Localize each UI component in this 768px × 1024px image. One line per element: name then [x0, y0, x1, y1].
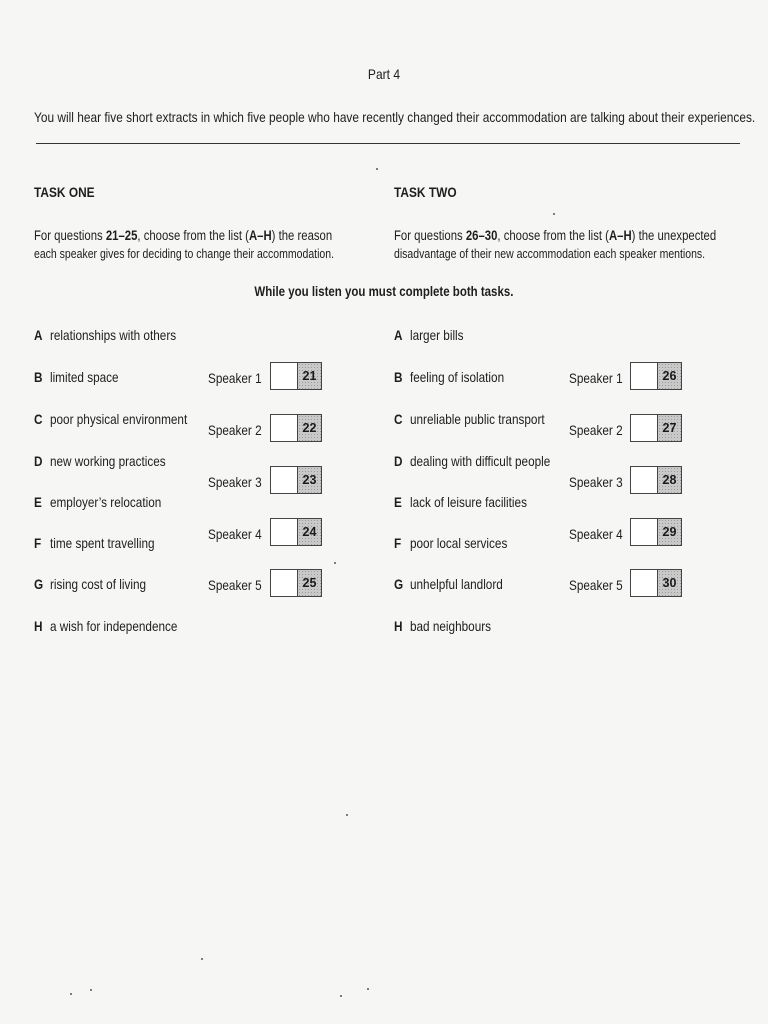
answer-input[interactable]	[631, 415, 658, 441]
task-two-option: C unreliable public transport	[394, 411, 545, 427]
part-title: Part 4	[367, 66, 401, 82]
task-one-option: D new working practices	[34, 453, 166, 469]
task-one-speaker-label: Speaker 1	[208, 370, 262, 386]
answer-input[interactable]	[271, 519, 298, 545]
question-number: 28	[658, 467, 681, 493]
task-two-option: D dealing with difficult people	[394, 453, 551, 469]
task-two-speaker-label: Speaker 2	[569, 422, 623, 438]
question-number: 27	[658, 415, 681, 441]
task-two-speaker-label: Speaker 1	[569, 370, 623, 386]
scan-speck	[346, 814, 348, 816]
task-one-speaker-label: Speaker 4	[208, 526, 262, 542]
answer-box-23[interactable]	[270, 466, 322, 494]
answer-box-25[interactable]	[270, 569, 322, 597]
task-one-speaker-label: Speaker 2	[208, 422, 262, 438]
task-one-instructions: For questions 21–25, choose from the list (A–H) the reason each speaker gives for deciding to change their accommodation.	[34, 228, 335, 261]
both-tasks-note: While you listen you must complete both tasks.	[254, 283, 514, 299]
task-two-speaker-label: Speaker 4	[569, 526, 623, 542]
answer-box-24[interactable]	[270, 518, 322, 546]
task-one-option: C poor physical environment	[34, 411, 188, 427]
answer-input[interactable]	[631, 363, 658, 389]
question-number: 23	[298, 467, 321, 493]
task-one-option: H a wish for independence	[34, 618, 178, 634]
answer-box-26[interactable]	[630, 362, 682, 390]
answer-box-29[interactable]	[630, 518, 682, 546]
task-two-option: E lack of leisure facilities	[394, 494, 527, 510]
question-number: 25	[298, 570, 321, 596]
task-two-option: H bad neighbours	[394, 618, 492, 634]
task-two-option: B feeling of isolation	[394, 369, 505, 385]
task-one-heading: TASK ONE	[34, 184, 95, 200]
answer-input[interactable]	[631, 570, 658, 596]
task-two-speaker-label: Speaker 5	[569, 577, 623, 593]
answer-input[interactable]	[631, 467, 658, 493]
task-one-option: E employer’s relocation	[34, 494, 162, 510]
task-two-option: G unhelpful landlord	[394, 576, 503, 592]
answer-input[interactable]	[271, 570, 298, 596]
answer-box-28[interactable]	[630, 466, 682, 494]
question-number: 26	[658, 363, 681, 389]
task-two-instructions: For questions 26–30, choose from the list (A–H) the unexpected disadvantage of their new accommodation each speaker mentions.	[394, 228, 717, 261]
task-one-speaker-label: Speaker 3	[208, 474, 262, 490]
task-one-option: A relationships with others	[34, 327, 177, 343]
divider-line	[36, 143, 740, 144]
question-number: 21	[298, 363, 321, 389]
scan-speck	[553, 213, 555, 215]
scan-speck	[340, 995, 342, 997]
question-number: 24	[298, 519, 321, 545]
scan-speck	[70, 993, 72, 995]
question-number: 30	[658, 570, 681, 596]
answer-box-30[interactable]	[630, 569, 682, 597]
answer-input[interactable]	[631, 519, 658, 545]
answer-input[interactable]	[271, 415, 298, 441]
task-two-heading: TASK TWO	[394, 184, 457, 200]
answer-box-21[interactable]	[270, 362, 322, 390]
scan-speck	[334, 562, 336, 564]
task-two-option: F poor local services	[394, 535, 508, 551]
question-number: 29	[658, 519, 681, 545]
answer-input[interactable]	[271, 467, 298, 493]
task-two-option: A larger bills	[394, 327, 464, 343]
task-one-speaker-label: Speaker 5	[208, 577, 262, 593]
scan-speck	[376, 168, 378, 170]
answer-box-22[interactable]	[270, 414, 322, 442]
intro-text: You will hear five short extracts in which five people who have recently changed their accommodation are talking about their experiences.	[34, 109, 756, 125]
scan-speck	[201, 958, 203, 960]
scan-speck	[367, 988, 369, 990]
scan-speck	[90, 989, 92, 991]
task-one-option: G rising cost of living	[34, 576, 147, 592]
answer-input[interactable]	[271, 363, 298, 389]
question-number: 22	[298, 415, 321, 441]
answer-box-27[interactable]	[630, 414, 682, 442]
task-one-option: F time spent travelling	[34, 535, 155, 551]
task-one-option: B limited space	[34, 369, 119, 385]
task-two-speaker-label: Speaker 3	[569, 474, 623, 490]
